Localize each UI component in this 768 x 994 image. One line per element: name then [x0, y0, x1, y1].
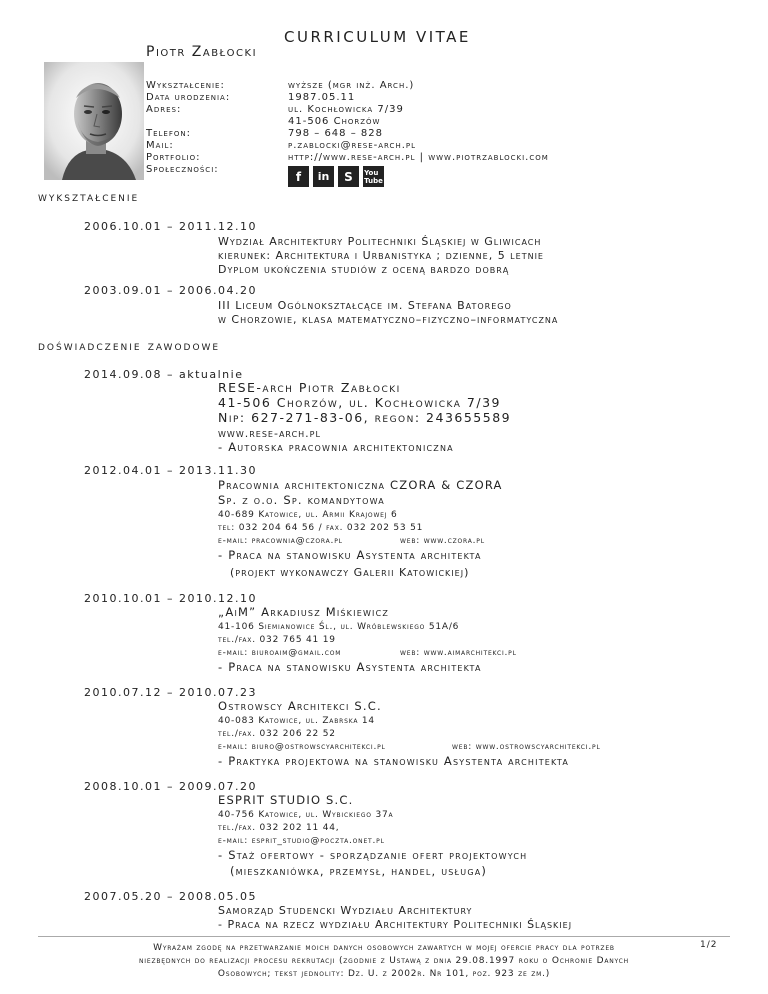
skype-icon[interactable]: S	[338, 166, 359, 187]
experience-3-company: „AiM” Arkadiusz Miśkiewicz	[218, 605, 390, 619]
experience-1-role: - Autorska pracownia architektoniczna	[218, 440, 454, 454]
experience-2-company-type: Sp. z o.o. Sp. komandytowa	[218, 493, 385, 507]
experience-3-address: 41-106 Siemianowice Śl., ul. Wróblewskiego 51A/6	[218, 622, 460, 632]
experience-date-2: 2012.04.01 – 2013.11.30	[84, 464, 257, 477]
experience-date-1: 2014.09.08 – aktualnie	[84, 368, 244, 381]
experience-date-5: 2008.10.01 – 2009.07.20	[84, 780, 257, 793]
page-number: 1/2	[700, 940, 718, 950]
education-2-line-1: III Liceum Ogólnokształcące im. Stefana Batorego	[218, 299, 512, 312]
address-line-1: ul. Kochłowicka 7/39	[288, 104, 404, 115]
experience-3-role: - Praca na stanowisku Asystenta architekta	[218, 660, 482, 674]
education-2-line-2: w Chorzowie, klasa matematyczno–fizyczno–informatyczna	[218, 313, 559, 326]
education-value: wyższe (mgr inż. Arch.)	[288, 80, 415, 91]
experience-date-4: 2010.07.12 – 2010.07.23	[84, 686, 257, 699]
experience-date-3: 2010.10.01 – 2010.12.10	[84, 592, 257, 605]
experience-3-email[interactable]: e-mail: biuroaim@gmail.com	[218, 648, 342, 658]
phone-value: 798 – 648 – 828	[288, 128, 383, 139]
experience-2-web[interactable]: web: www.czora.pl	[400, 536, 485, 546]
experience-3-web[interactable]: web: www.aimarchitekci.pl	[400, 648, 517, 658]
education-1-line-3: Dyplom ukończenia studiów z oceną bardzo dobrą	[218, 263, 510, 276]
footer-consent-line-3: Osobowych; tekst jednolity: Dz. U. z 2002r. Nr 101, poz. 923 ze zm.)	[217, 969, 551, 979]
experience-4-phone: tel./fax. 032 206 22 52	[218, 729, 336, 739]
experience-3-phone: tel./fax. 032 765 41 19	[218, 635, 336, 645]
experience-1-address: 41-506 Chorzów, ul. Kochłowicka 7/39	[218, 395, 501, 410]
portfolio-links[interactable]: http://www.rese-arch.pl | www.piotrzablocki.com	[288, 152, 549, 163]
footer-consent-line-1: Wyrażam zgodę na przetwarzanie moich danych osobowych zawartych w mojej ofercie pracy dla potrzeb	[153, 943, 615, 953]
profile-photo	[44, 62, 144, 180]
experience-heading: doświadczenie zawodowe	[38, 339, 221, 354]
birth-date-value: 1987.05.11	[288, 92, 356, 103]
experience-2-email[interactable]: e-mail: pracownia@czora.pl	[218, 536, 343, 546]
experience-2-phone: tel: 032 204 64 56 / fax. 032 202 53 51	[218, 523, 424, 533]
education-label: Wykształcenie:	[146, 80, 225, 91]
experience-5-role: - Staż ofertowy - sporządzanie ofert projektowych	[218, 848, 528, 862]
phone-label: Telefon:	[146, 128, 191, 139]
education-date-1: 2006.10.01 – 2011.12.10	[84, 220, 257, 233]
youtube-icon[interactable]: You Tube	[363, 166, 384, 187]
experience-6-role: - Praca na rzecz wydziału Architektury Politechniki Śląskiej	[218, 918, 573, 931]
facebook-icon[interactable]: f	[288, 166, 309, 187]
experience-date-6: 2007.05.20 – 2008.05.05	[84, 890, 257, 903]
linkedin-icon[interactable]: in	[313, 166, 334, 187]
experience-1-ids: Nip: 627-271-83-06, regon: 243655589	[218, 410, 512, 425]
experience-2-address: 40-689 Katowice, ul. Armii Krajowej 6	[218, 510, 398, 520]
education-1-line-2: kierunek: Architektura i Urbanistyka ; dzienne, 5 letnie	[218, 249, 544, 262]
experience-4-web[interactable]: web: www.ostrowscyarchitekci.pl	[452, 742, 601, 752]
experience-4-role: - Praktyka projektowa na stanowisku Asystenta architekta	[218, 754, 570, 768]
education-date-2: 2003.09.01 – 2006.04.20	[84, 284, 257, 297]
experience-6-organization: Samorząd Studencki Wydziału Architektury	[218, 904, 473, 917]
footer-divider	[38, 936, 730, 937]
experience-5-address: 40-756 Katowice, ul. Wybickiego 37a	[218, 810, 394, 820]
experience-5-company: ESPRIT STUDIO S.C.	[218, 793, 354, 807]
experience-2-company: Pracownia architektoniczna CZORA & CZORA	[218, 478, 503, 492]
birth-date-label: Data urodzenia:	[146, 92, 231, 103]
experience-1-web[interactable]: www.rese-arch.pl	[218, 427, 321, 440]
social-icons	[288, 166, 384, 187]
portfolio-label: Portfolio:	[146, 152, 201, 163]
footer-consent-line-2: niezbędnych do realizacji procesu rekrutacji (zgodnie z Ustawą z dnia 29.08.1997 roku o Ochronie Danych	[139, 956, 629, 966]
experience-4-company: Ostrowscy Architekci S.C.	[218, 699, 382, 713]
person-name: Piotr Zabłocki	[146, 44, 258, 60]
mail-label: Mail:	[146, 140, 174, 151]
mail-link[interactable]: p.zablocki@rese-arch.pl	[288, 140, 417, 151]
experience-4-address: 40-083 Katowice, ul. Zabrska 14	[218, 716, 375, 726]
document-title: CURRICULUM VITAE	[284, 28, 471, 46]
address-line-2: 41-506 Chorzów	[288, 116, 381, 127]
experience-2-role: - Praca na stanowisku Asystenta architekta	[218, 548, 482, 562]
education-heading: wykształcenie	[38, 190, 140, 205]
experience-4-email[interactable]: e-mail: biuro@ostrowscyarchitekci.pl	[218, 742, 386, 752]
experience-5-email[interactable]: e-mail: esprit_studio@poczta.onet.pl	[218, 836, 385, 846]
education-1-line-1: Wydział Architektury Politechniki Śląskiej w Gliwicach	[218, 235, 542, 248]
social-label: Społeczności:	[146, 164, 219, 175]
experience-1-company: RESE-arch Piotr Zabłocki	[218, 380, 401, 395]
experience-2-note: (projekt wykonawczy Galerii Katowickiej)	[230, 566, 470, 579]
address-label: Adres:	[146, 104, 182, 115]
experience-5-phone: tel./fax. 032 202 11 44,	[218, 823, 340, 833]
experience-5-role-detail: (mieszkaniówka, przemysł, handel, usługa)	[230, 864, 488, 878]
